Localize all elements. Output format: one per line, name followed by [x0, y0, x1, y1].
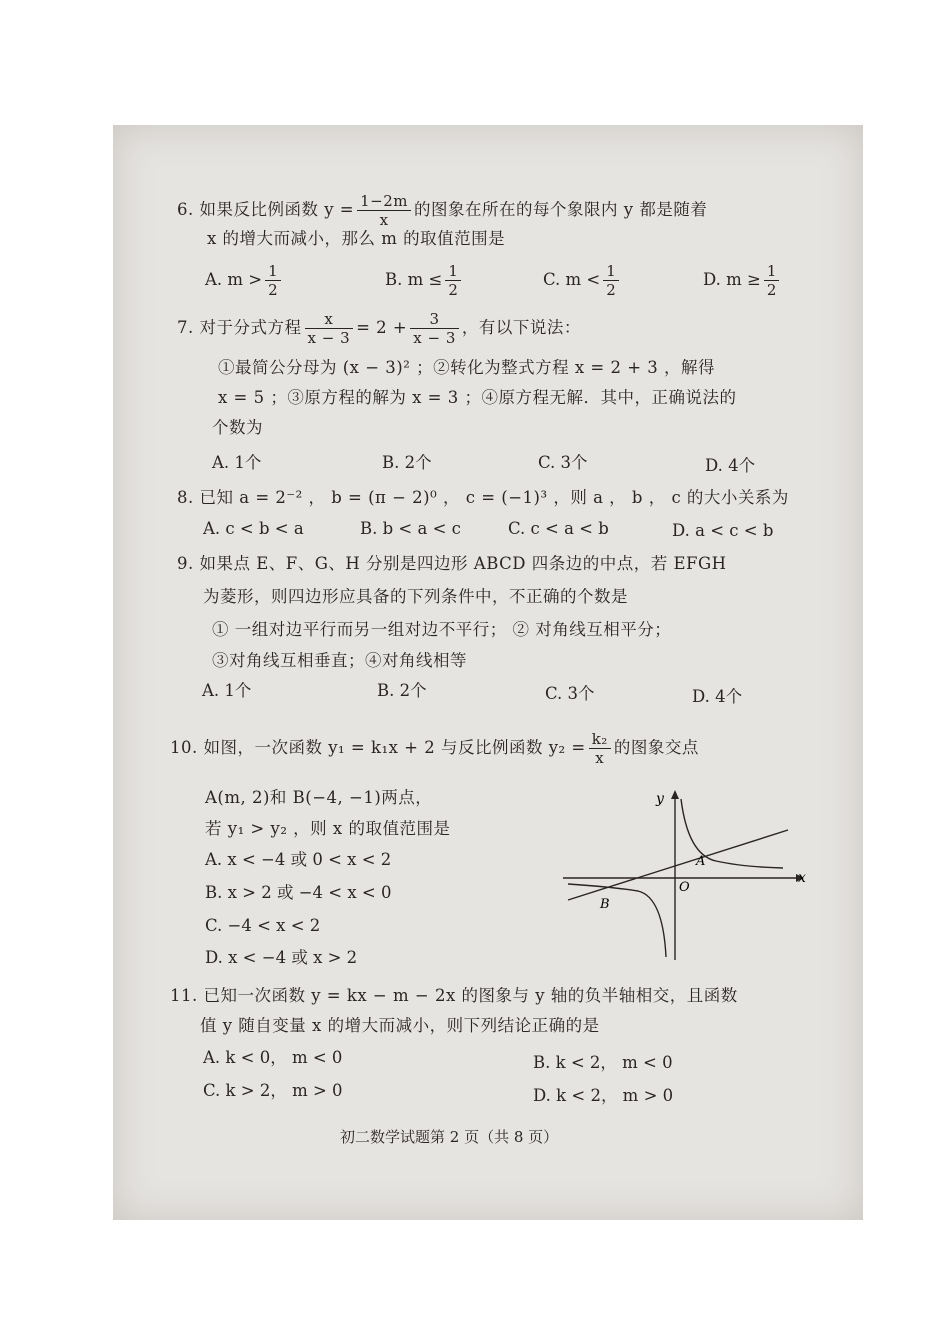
- q9-line1: 9. 如果点 E、F、G、H 分别是四边形 ABCD 四条边的中点，若 EFGH: [177, 554, 727, 573]
- q7-f2-den: x − 3: [413, 329, 456, 347]
- q7-line1: [177, 310, 581, 347]
- q7-option-d: D. 4个: [705, 456, 756, 475]
- q10-option-c: C. −4 < x < 2: [205, 916, 321, 935]
- q9-option-c: C. 3个: [545, 684, 595, 703]
- q11-option-b: B. k < 2， m < 0: [533, 1053, 673, 1072]
- q9-line3: ① 一组对边平行而另一组对边不平行； ② 对角线互相平分；: [212, 620, 672, 639]
- q9-option-b: B. 2个: [377, 681, 427, 700]
- point-b-label: B: [600, 897, 610, 912]
- q6-c-num: 1: [603, 262, 619, 281]
- q6-option-c-text: C. m <: [543, 270, 601, 289]
- x-axis-label: x: [798, 870, 806, 886]
- q8-option-a: A. c < b < a: [203, 519, 304, 538]
- q10-text-pre: 10. 如图，一次函数 y₁ = k₁x + 2 与反比例函数 y₂ =: [170, 738, 586, 757]
- q6-a-num: 1: [265, 262, 281, 281]
- q6-d-num: 1: [764, 262, 780, 281]
- q9-line2: 为菱形，则四边形应具备的下列条件中，不正确的个数是: [203, 587, 628, 606]
- q7-fraction-2: [410, 310, 459, 347]
- point-a-label: A: [696, 854, 706, 869]
- q6-option-b-frac: [445, 262, 461, 299]
- q8-option-b: B. b < a < c: [360, 519, 461, 538]
- q7-line4: 个数为: [212, 418, 263, 437]
- q8-option-d: D. a < c < b: [672, 521, 774, 540]
- q8-line1: 8. 已知 a = 2⁻² ， b = (π − 2)⁰ ， c = (−1)³ ，则 a ， b ， c 的大小关系为: [177, 488, 789, 507]
- q6-line2: x 的增大而减小，那么 m 的取值范围是: [207, 229, 506, 248]
- q8-option-c: C. c < a < b: [508, 519, 609, 538]
- q7-text-mid: = 2 +: [356, 318, 408, 337]
- origin-label: O: [679, 880, 690, 895]
- y-axis-arrow-icon: [671, 790, 679, 799]
- q7-line2: ①最简公分母为 (x − 3)² ；②转化为整式方程 x = 2 + 3 ，解得: [218, 358, 716, 377]
- q11-option-d: D. k < 2， m > 0: [533, 1086, 674, 1105]
- q9-line4: ③对角线互相垂直；④对角线相等: [212, 651, 467, 670]
- q7-option-c: C. 3个: [538, 453, 588, 472]
- q6-option-a-frac: [265, 262, 281, 299]
- q11-option-a: A. k < 0， m < 0: [203, 1048, 343, 1067]
- page-footer: 初二数学试题第 2 页（共 8 页）: [340, 1128, 559, 1146]
- q10-frac-num: k₂: [589, 730, 611, 749]
- q10-line3: 若 y₁ > y₂ ，则 x 的取值范围是: [205, 819, 451, 838]
- q7-f1-num: x: [305, 310, 354, 329]
- q6-option-a-text: A. m >: [205, 270, 263, 289]
- q6-option-c: [543, 262, 622, 299]
- q7-line3: x = 5 ；③原方程的解为 x = 3 ；④原方程无解．其中，正确说法的: [218, 388, 737, 407]
- q9-option-a: A. 1个: [202, 681, 252, 700]
- q10-option-d: D. x < −4 或 x > 2: [205, 948, 358, 967]
- q6-option-d-text: D. m ≥: [703, 270, 761, 289]
- q10-frac-den: x: [595, 749, 605, 767]
- q6-option-b: [385, 262, 464, 299]
- q6-frac-den: x: [379, 211, 389, 229]
- q6-option-d-frac: [764, 262, 780, 299]
- q10-graph: [558, 785, 810, 965]
- q7-text-pre: 7. 对于分式方程: [177, 318, 302, 337]
- q6-option-a: [205, 262, 284, 299]
- q6-c-den: 2: [606, 281, 616, 299]
- q11-line2: 值 y 随自变量 x 的增大而减小，则下列结论正确的是: [200, 1016, 600, 1035]
- q11-option-c: C. k > 2， m > 0: [203, 1081, 343, 1100]
- q6-text-post: 的图象在所在的每个象限内 y 都是随着: [414, 200, 708, 219]
- q11-line1: 11. 已知一次函数 y = kx − m − 2x 的图象与 y 轴的负半轴相交，且函数: [170, 986, 738, 1005]
- q6-b-num: 1: [445, 262, 461, 281]
- q6-option-c-frac: [603, 262, 619, 299]
- q6-b-den: 2: [448, 281, 458, 299]
- q7-f2-num: 3: [410, 310, 459, 329]
- q6-d-den: 2: [766, 281, 777, 299]
- q7-text-post: ，有以下说法：: [461, 318, 581, 337]
- q7-option-a: A. 1个: [212, 453, 262, 472]
- q10-option-a: A. x < −4 或 0 < x < 2: [205, 850, 392, 869]
- y-axis-label: y: [656, 791, 664, 807]
- q7-fraction-1: [305, 310, 354, 347]
- linear-function-line: [568, 830, 788, 900]
- q10-option-b: B. x > 2 或 −4 < x < 0: [205, 883, 392, 902]
- q10-text-post: 的图象交点: [613, 738, 699, 757]
- q6-fraction: [357, 192, 411, 229]
- q10-fraction: [589, 730, 611, 767]
- q10-line1: [170, 730, 699, 767]
- q6-frac-num: 1−2m: [357, 192, 411, 211]
- q6-text-pre: 6. 如果反比例函数 y =: [177, 200, 355, 219]
- q7-option-b: B. 2个: [382, 453, 432, 472]
- q6-line1: [177, 192, 707, 229]
- q6-option-d: [703, 262, 782, 299]
- q10-line2: A(m, 2)和 B(−4, −1)两点，: [205, 788, 433, 807]
- q9-option-d: D. 4个: [692, 687, 743, 706]
- q6-option-b-text: B. m ≤: [385, 270, 443, 289]
- q6-a-den: 2: [268, 281, 278, 299]
- q7-f1-den: x − 3: [307, 329, 351, 347]
